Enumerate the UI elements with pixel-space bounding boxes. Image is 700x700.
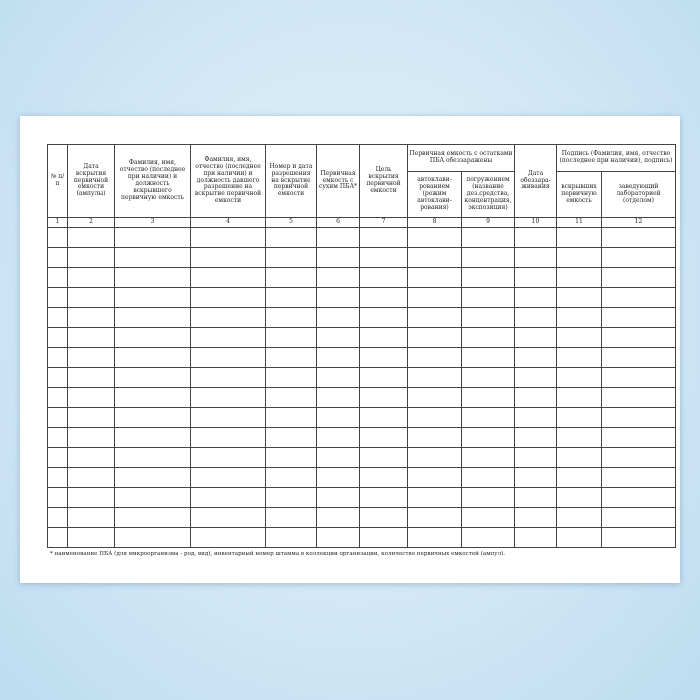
table-cell[interactable] [462,308,515,328]
table-cell[interactable] [602,448,676,468]
table-cell[interactable] [191,348,266,368]
table-cell[interactable] [602,528,676,548]
table-cell[interactable] [515,228,557,248]
table-row [48,508,676,528]
table-cell[interactable] [602,468,676,488]
table-cell[interactable] [462,268,515,288]
table-cell[interactable] [68,508,115,528]
table-cell[interactable] [360,348,408,368]
table-cell[interactable] [462,228,515,248]
table-cell[interactable] [408,468,462,488]
table-row [48,348,676,368]
table-cell[interactable] [48,368,68,388]
table-cell[interactable] [408,228,462,248]
table-row [48,248,676,268]
footnote: * наименование ПБА (для микроорганизма - род, вид), инвентарный номер штамма в коллекции организации, количество первичных емкостей (ампул). [50,551,506,557]
table-cell[interactable] [266,328,317,348]
table-cell[interactable] [48,428,68,448]
table-cell[interactable] [115,308,191,328]
form-sheet [20,116,680,583]
table-cell[interactable] [266,448,317,468]
table-row [48,328,676,348]
header-permit-number: Номер и дата разрешения на вскрытие первичной емкости [266,145,317,218]
table-cell[interactable] [557,248,602,268]
table-cell[interactable] [557,328,602,348]
table-cell[interactable] [191,288,266,308]
table-cell[interactable] [115,368,191,388]
table-cell[interactable] [360,248,408,268]
table-cell[interactable] [360,288,408,308]
header-immersion: погружением (название дез.средства, концентрация, экспозиция) [462,172,515,218]
table-row [48,368,676,388]
table-cell[interactable] [317,488,360,508]
table-cell[interactable] [317,508,360,528]
table-cell[interactable] [191,308,266,328]
table-row [48,288,676,308]
table-cell[interactable] [408,368,462,388]
table-row [48,488,676,508]
table-cell[interactable] [408,268,462,288]
table-cell[interactable] [462,388,515,408]
table-cell[interactable] [515,528,557,548]
table-cell[interactable] [515,368,557,388]
table-cell[interactable] [68,288,115,308]
table-cell[interactable] [266,288,317,308]
table-cell[interactable] [360,508,408,528]
table-cell[interactable] [317,448,360,468]
table-cell[interactable] [266,468,317,488]
table-cell[interactable] [408,428,462,448]
table-cell[interactable] [408,328,462,348]
column-number: 5 [266,218,317,228]
table-cell[interactable] [360,448,408,468]
table-cell[interactable] [48,328,68,348]
column-number: 6 [317,218,360,228]
table-cell[interactable] [115,288,191,308]
table-cell[interactable] [115,328,191,348]
table-cell[interactable] [360,328,408,348]
header-signature-group: Подпись (Фамилия, имя, отчество (последнее при наличии), подпись) [557,145,676,172]
table-cell[interactable] [360,308,408,328]
table-cell[interactable] [317,468,360,488]
column-number: 4 [191,218,266,228]
header-disinfection-date: Дата обеззараживания [515,145,557,218]
table-cell[interactable] [408,508,462,528]
table-cell[interactable] [317,428,360,448]
table-cell[interactable] [68,488,115,508]
table-cell[interactable] [557,368,602,388]
column-number: 8 [408,218,462,228]
table-cell[interactable] [317,228,360,248]
table-cell[interactable] [602,228,676,248]
table-cell[interactable] [48,228,68,248]
table-cell[interactable] [266,388,317,408]
table-cell[interactable] [48,288,68,308]
table-cell[interactable] [360,228,408,248]
table-cell[interactable] [266,428,317,448]
table-cell[interactable] [515,288,557,308]
table-cell[interactable] [602,508,676,528]
table-cell[interactable] [462,328,515,348]
table-cell[interactable] [48,348,68,368]
table-cell[interactable] [557,528,602,548]
table-cell[interactable] [191,428,266,448]
table-cell[interactable] [557,388,602,408]
table-cell[interactable] [408,528,462,548]
table-row [48,468,676,488]
table-cell[interactable] [68,408,115,428]
table-cell[interactable] [515,468,557,488]
table-cell[interactable] [557,288,602,308]
table-row [48,388,676,408]
column-number: 11 [557,218,602,228]
header-number: № п/п [48,145,68,218]
header-disinfected-group: Первичная емкость с остатками ПБА обеззаражены [408,145,515,172]
table-cell[interactable] [266,228,317,248]
table-cell[interactable] [48,408,68,428]
table-cell[interactable] [68,468,115,488]
table-cell[interactable] [602,408,676,428]
table-cell[interactable] [602,388,676,408]
table-cell[interactable] [515,248,557,268]
table-cell[interactable] [115,528,191,548]
table-cell[interactable] [191,528,266,548]
table-cell[interactable] [191,468,266,488]
table-cell[interactable] [317,288,360,308]
table-cell[interactable] [191,328,266,348]
table-cell[interactable] [360,488,408,508]
column-number: 3 [115,218,191,228]
table-cell[interactable] [48,508,68,528]
table-cell[interactable] [115,248,191,268]
table-cell[interactable] [462,508,515,528]
table-cell[interactable] [602,248,676,268]
table-cell[interactable] [115,388,191,408]
table-cell[interactable] [48,488,68,508]
table-cell[interactable] [317,308,360,328]
table-cell[interactable] [115,228,191,248]
table-cell[interactable] [317,328,360,348]
table-cell[interactable] [515,328,557,348]
table-cell[interactable] [408,248,462,268]
table-cell[interactable] [191,248,266,268]
table-cell[interactable] [48,528,68,548]
table-cell[interactable] [462,448,515,468]
table-cell[interactable] [557,308,602,328]
table-cell[interactable] [515,348,557,368]
header-open-date: Дата вскрытия первичной емкости (ампулы) [68,145,115,218]
column-number: 12 [602,218,676,228]
registration-table [47,144,676,548]
table-cell[interactable] [408,388,462,408]
table-cell[interactable] [602,288,676,308]
table-cell[interactable] [48,468,68,488]
table-cell[interactable] [360,388,408,408]
table-cell[interactable] [68,528,115,548]
table-cell[interactable] [462,368,515,388]
table-row [48,448,676,468]
table-cell[interactable] [266,488,317,508]
table-cell[interactable] [462,288,515,308]
header-approver-name: Фамилия, имя, отчество (последнее при наличии) и должность давшего разрешение на вскрытие первичной емкости [191,145,266,218]
table-cell[interactable] [191,488,266,508]
table-cell[interactable] [115,428,191,448]
table-cell[interactable] [68,268,115,288]
table-cell[interactable] [115,348,191,368]
column-number: 9 [462,218,515,228]
table-cell[interactable] [68,248,115,268]
table-cell[interactable] [602,428,676,448]
table-cell[interactable] [515,428,557,448]
table-cell[interactable] [602,268,676,288]
table-row [48,268,676,288]
table-cell[interactable] [557,448,602,468]
table-cell[interactable] [557,428,602,448]
table-row [48,428,676,448]
table-cell[interactable] [515,488,557,508]
table-body [48,228,676,548]
table-cell[interactable] [115,448,191,468]
table-cell[interactable] [266,408,317,428]
table-cell[interactable] [515,408,557,428]
table-cell[interactable] [68,368,115,388]
table-row [48,528,676,548]
table-cell[interactable] [191,408,266,428]
table-cell[interactable] [68,448,115,468]
header-dry-pba: Первичная емкость с сухим ПБА* [317,145,360,218]
table-cell[interactable] [48,448,68,468]
table-cell[interactable] [462,248,515,268]
table-cell[interactable] [360,428,408,448]
table-cell[interactable] [602,328,676,348]
table-cell[interactable] [557,268,602,288]
table-cell[interactable] [462,488,515,508]
column-number: 1 [48,218,68,228]
table-row [48,308,676,328]
table-cell[interactable] [462,408,515,428]
table-cell[interactable] [115,408,191,428]
table-cell[interactable] [515,508,557,528]
table-cell[interactable] [602,368,676,388]
table-cell[interactable] [317,348,360,368]
table-cell[interactable] [266,368,317,388]
table-cell[interactable] [317,388,360,408]
table-cell[interactable] [515,308,557,328]
table-cell[interactable] [266,508,317,528]
table-cell[interactable] [115,468,191,488]
table-cell[interactable] [191,228,266,248]
table-cell[interactable] [408,448,462,468]
table-cell[interactable] [317,408,360,428]
table-cell[interactable] [191,508,266,528]
table-cell[interactable] [317,248,360,268]
table-cell[interactable] [462,348,515,368]
header-openers-signature: вскрывших первичную емкость [557,172,602,218]
table-cell[interactable] [191,448,266,468]
table-cell[interactable] [317,368,360,388]
table-cell[interactable] [408,348,462,368]
table-cell[interactable] [557,488,602,508]
header-lab-head-signature: заведующий лабораторией (отделом) [602,172,676,218]
table-cell[interactable] [266,268,317,288]
header-purpose: Цель вскрытия первичной емкости [360,145,408,218]
column-number-row [48,218,676,228]
table-cell[interactable] [602,488,676,508]
table-cell[interactable] [266,248,317,268]
column-number: 2 [68,218,115,228]
table-cell[interactable] [48,308,68,328]
table-cell[interactable] [48,268,68,288]
header-opener-name: Фамилия, имя, отчество (последнее при наличии) и должность вскрывшего первичную емкость [115,145,191,218]
column-number: 10 [515,218,557,228]
table-cell[interactable] [266,528,317,548]
table-row [48,408,676,428]
table-cell[interactable] [360,528,408,548]
table-cell[interactable] [360,368,408,388]
table-cell[interactable] [48,248,68,268]
column-number: 7 [360,218,408,228]
table-cell[interactable] [191,368,266,388]
table-cell[interactable] [408,488,462,508]
table-cell[interactable] [557,228,602,248]
table-cell[interactable] [266,348,317,368]
table-cell[interactable] [360,268,408,288]
table-cell[interactable] [68,228,115,248]
table-cell[interactable] [602,348,676,368]
table-cell[interactable] [360,468,408,488]
table-row [48,228,676,248]
table-cell[interactable] [360,408,408,428]
table-cell[interactable] [68,308,115,328]
table-cell[interactable] [408,408,462,428]
table-cell[interactable] [68,328,115,348]
table-cell[interactable] [48,388,68,408]
table-cell[interactable] [317,528,360,548]
table-cell[interactable] [515,388,557,408]
table-cell[interactable] [602,308,676,328]
table-cell[interactable] [462,428,515,448]
table-cell[interactable] [191,388,266,408]
table-cell[interactable] [515,448,557,468]
table-cell[interactable] [68,348,115,368]
table-cell[interactable] [115,488,191,508]
header-autoclave: автоклавированием (режим автоклавирования) [408,172,462,218]
table-cell[interactable] [515,268,557,288]
table-cell[interactable] [408,308,462,328]
table-cell[interactable] [317,268,360,288]
table-cell[interactable] [68,388,115,408]
table-cell[interactable] [115,508,191,528]
table-cell[interactable] [557,468,602,488]
table-cell[interactable] [557,348,602,368]
table-cell[interactable] [462,468,515,488]
table-cell[interactable] [557,408,602,428]
table-cell[interactable] [68,428,115,448]
table-cell[interactable] [115,268,191,288]
table-cell[interactable] [266,308,317,328]
table-cell[interactable] [191,268,266,288]
table-cell[interactable] [408,288,462,308]
table-cell[interactable] [462,528,515,548]
table-cell[interactable] [557,508,602,528]
